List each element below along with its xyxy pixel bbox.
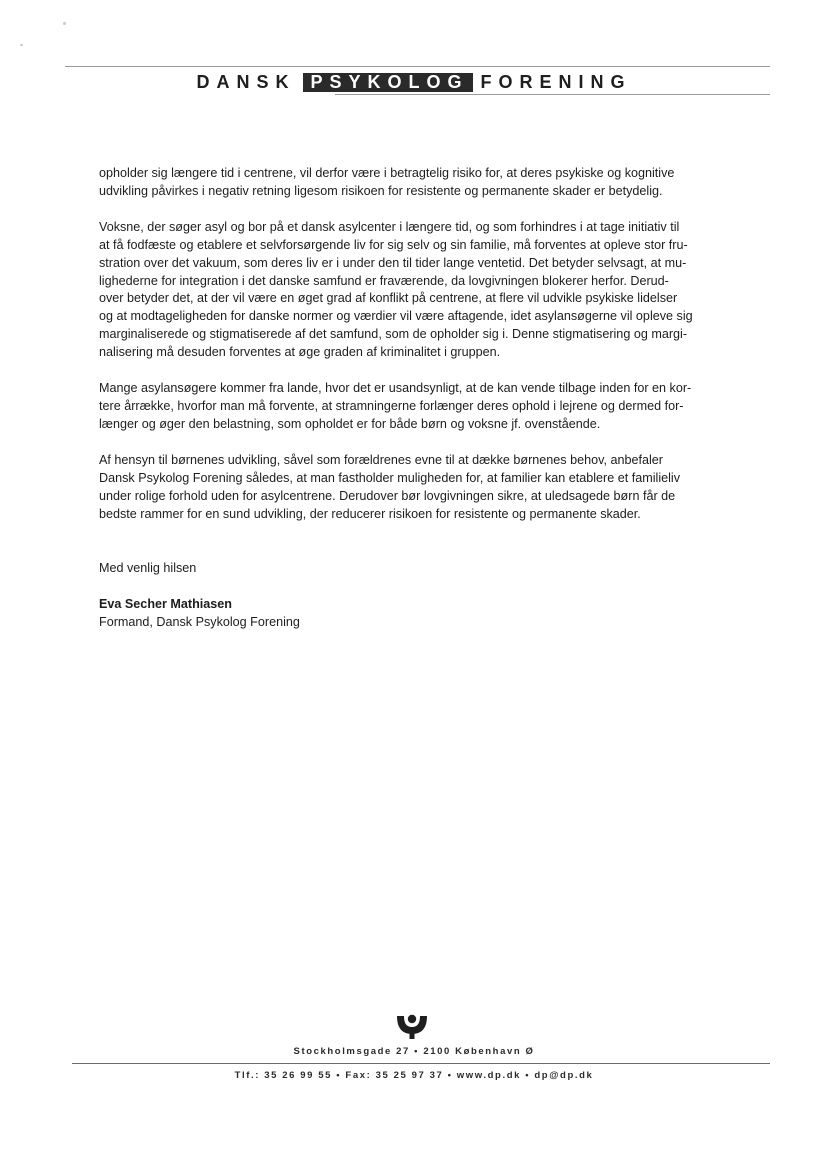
text-line: Dansk Psykolog Forening således, at man fastholder muligheden for, at familier kan etablere et familieliv xyxy=(99,470,681,485)
masthead-word-psykolog: PSYKOLOG xyxy=(303,73,472,92)
dp-logo-icon xyxy=(394,1012,430,1040)
text-line: Mange asylansøgere kommer fra lande, hvor det er usandsynligt, at de kan vende tilbage inden for en kor- xyxy=(99,381,692,396)
signatory-title: Formand, Dansk Psykolog Forening xyxy=(99,615,300,629)
header-top-rule xyxy=(65,66,770,67)
closing-greeting: Med venlig hilsen xyxy=(99,561,197,575)
letterhead-masthead xyxy=(0,72,828,92)
text-line: at få fodfæste og etablere et selvforsørgende liv for sig selv og sin familie, må forventes at opleve stor fru- xyxy=(99,237,688,252)
scan-speck xyxy=(20,44,23,46)
footer-rule xyxy=(72,1063,770,1064)
masthead-word-dansk: DANSK xyxy=(196,72,296,92)
footer-contact: Tlf.: 35 26 99 55 • Fax: 35 25 97 37 • www.dp.dk • dp@dp.dk xyxy=(234,1070,594,1081)
text-line: bedste rammer for en sund udvikling, der reducerer risikoen for resistente og permanente skader. xyxy=(99,506,641,521)
text-line: stration over det vakuum, som deres liv er i under den til tider lange ventetid. Det betyder selvsagt, at mu- xyxy=(99,255,687,270)
text-line: over betyder det, at der vil være en øget grad af konflikt på centrene, at flere vil udvikle psykiske lidelser xyxy=(99,291,678,306)
paragraph-1 xyxy=(99,165,736,201)
letter-body xyxy=(99,165,736,541)
paragraph-4 xyxy=(99,452,736,524)
text-line: under rolige forhold uden for asylcentrene. Derudover bør lovgivningen sikre, at uledsagede børn får de xyxy=(99,488,676,503)
footer-address: Stockholmsgade 27 • 2100 København Ø xyxy=(293,1046,535,1057)
text-line: udvikling påvirkes i negativ retning ligesom risikoen for resistente og permanente skader er betydelig. xyxy=(99,183,663,198)
paragraph-2 xyxy=(99,219,736,362)
text-line: marginaliserede og stigmatiserede af det samfund, som de opholder sig i. Denne stigmatisering og margi- xyxy=(99,327,688,342)
text-line: længer og øger den belastning, som opholdet er for både børn og voksne jf. ovenstående. xyxy=(99,416,601,431)
text-line: tere årrække, hvorfor man må forvente, at stramningerne forlænger deres ophold i lejrene og dermed for- xyxy=(99,398,684,413)
signatory-name: Eva Secher Mathiasen xyxy=(99,597,232,611)
text-line: lighederne for integration i det danske samfund er fraværende, da lovgivningen blokerer herfor. Derud- xyxy=(99,273,669,288)
text-line: og at modtageligheden for danske normer og værdier vil være aftagende, idet asylansøgerne vil opleve sig xyxy=(99,309,693,324)
scan-speck xyxy=(63,22,66,25)
header-bottom-rule xyxy=(335,94,770,95)
text-line: opholder sig længere tid i centrene, vil derfor være i betragtelig risiko for, at deres psykiske og kognitive xyxy=(99,166,675,180)
text-line: Af hensyn til børnenes udvikling, såvel som forældrenes evne til at dække børnenes behov, anbefaler xyxy=(99,452,663,467)
paragraph-3 xyxy=(99,380,736,434)
text-line: nalisering må desuden forventes at øge graden af kriminalitet i gruppen. xyxy=(99,345,501,360)
masthead-word-forening: FORENING xyxy=(480,72,632,92)
text-line: Voksne, der søger asyl og bor på et dansk asylcenter i længere tid, og som forhindres i at tage initiativ til xyxy=(99,219,680,234)
